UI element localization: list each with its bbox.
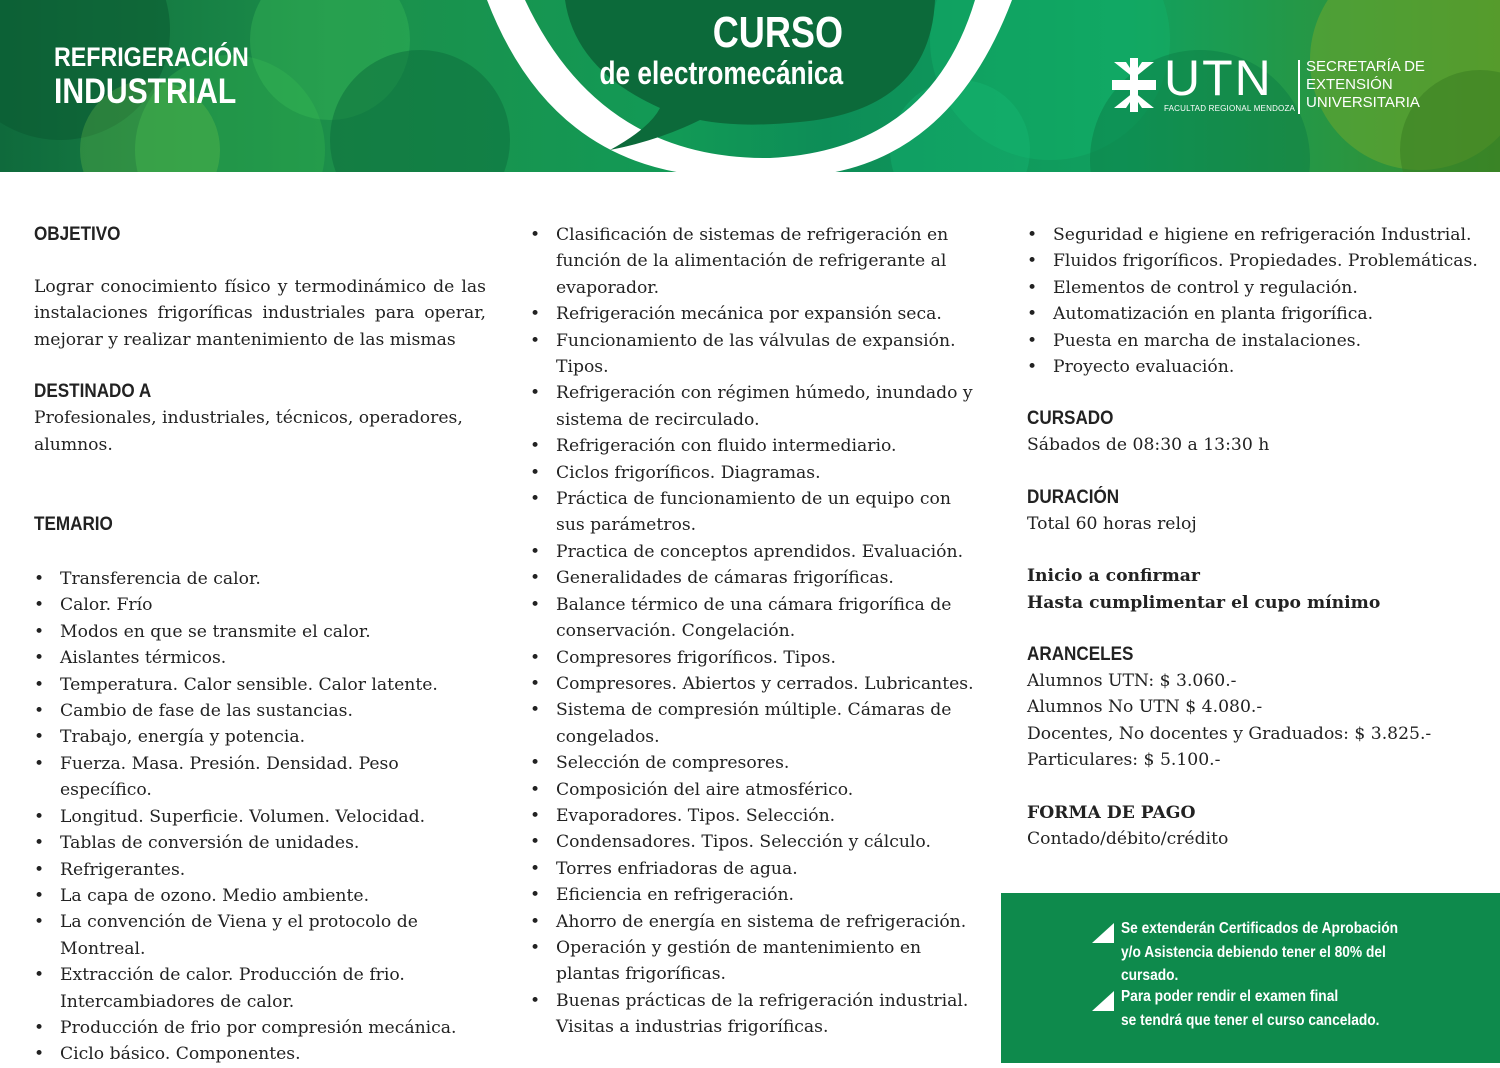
temario-item: • Ahorro de energía en sistema de refrigeración. xyxy=(530,909,980,935)
arancel-line: Alumnos No UTN $ 4.080.- xyxy=(1027,697,1263,718)
aranceles-heading: ARANCELES xyxy=(1027,644,1134,666)
temario-item: • Práctica de funcionamiento de un equipo con sus parámetros. xyxy=(530,486,980,539)
temario-item: • Seguridad e higiene en refrigeración Industrial. xyxy=(1027,222,1487,248)
column-middle xyxy=(530,222,980,1041)
temario-item: • Compresores. Abiertos y cerrados. Lubricantes. xyxy=(530,671,980,697)
inicio-line-2: Hasta cumplimentar el cupo mínimo xyxy=(1027,592,1381,613)
duracion-text: Total 60 horas reloj xyxy=(1027,513,1197,534)
column-left xyxy=(34,222,486,1068)
pago-heading: FORMA DE PAGO xyxy=(1027,802,1196,823)
duracion-heading: DURACIÓN xyxy=(1027,486,1120,508)
temario-item: • Tablas de conversión de unidades. xyxy=(34,830,486,856)
triangle-bullet-icon xyxy=(1092,991,1114,1011)
temario-item: • Compresores frigoríficos. Tipos. xyxy=(530,645,980,671)
temario-item: • Refrigeración mecánica por expansión seca. xyxy=(530,301,980,327)
note-line: y/o Asistencia debiendo tener el 80% del xyxy=(1121,943,1386,961)
temario-list-2 xyxy=(530,222,980,1041)
temario-item: • Ciclos frigoríficos. Diagramas. xyxy=(530,460,980,486)
pago-text: Contado/débito/crédito xyxy=(1027,829,1229,850)
temario-item: • Clasificación de sistemas de refrigeración en función de la alimentación de refrigerante al evaporador. xyxy=(530,222,980,301)
destinado-heading: DESTINADO A xyxy=(34,381,152,403)
temario-item: • Torres enfriadoras de agua. xyxy=(530,856,980,882)
temario-heading: TEMARIO xyxy=(34,514,113,536)
column-right xyxy=(1027,222,1487,853)
note-certificados xyxy=(1121,917,1398,988)
temario-item: • Condensadores. Tipos. Selección y cálculo. xyxy=(530,829,980,855)
temario-item: • Trabajo, energía y potencia. xyxy=(34,724,486,750)
temario-item: • Transferencia de calor. xyxy=(34,566,486,592)
temario-item: • Practica de conceptos aprendidos. Evaluación. xyxy=(530,539,980,565)
title-line-2: INDUSTRIAL xyxy=(54,72,237,111)
temario-item: • Funcionamiento de las válvulas de expansión. Tipos. xyxy=(530,328,980,381)
arancel-line: Alumnos UTN: $ 3.060.- xyxy=(1027,671,1237,692)
header-banner xyxy=(0,0,1500,172)
note-line: cursado. xyxy=(1121,967,1179,984)
inicio-line-1: Inicio a confirmar xyxy=(1027,566,1200,587)
certificate-note-box xyxy=(1001,893,1500,1063)
objetivo-text: Lograr conocimiento físico y termodinámico de las instalaciones frigoríficas industriales para operar, mejorar y realizar mantenimiento de las mismas xyxy=(34,277,486,350)
temario-item: • Refrigeración con régimen húmedo, inundado y sistema de recirculado. xyxy=(530,380,980,433)
temario-item: • La capa de ozono. Medio ambiente. xyxy=(34,883,486,909)
utn-wordmark: UTN xyxy=(1164,50,1273,106)
note-line: Se extenderán Certificados de Aprobación xyxy=(1121,920,1399,937)
secretaria-line: SECRETARÍA DE xyxy=(1306,58,1425,75)
temario-item: • Operación y gestión de mantenimiento en plantas frigoríficas. xyxy=(530,935,980,988)
curso-line-1: CURSO xyxy=(712,8,843,57)
cursado-text: Sábados de 08:30 a 13:30 h xyxy=(1027,435,1270,456)
objetivo-heading: OBJETIVO xyxy=(34,224,121,245)
temario-item: • Balance térmico de una cámara frigorífica de conservación. Congelación. xyxy=(530,592,980,645)
temario-item: • Proyecto evaluación. xyxy=(1027,354,1487,380)
note-examen xyxy=(1121,985,1379,1032)
utn-emblem-icon xyxy=(1112,58,1156,112)
faculty-label: FACULTAD REGIONAL MENDOZA xyxy=(1164,104,1296,113)
curso-line-2: de electromecánica xyxy=(599,55,843,91)
temario-item: • Refrigerantes. xyxy=(34,857,486,883)
temario-item: • Generalidades de cámaras frigoríficas. xyxy=(530,565,980,591)
temario-item: • Evaporadores. Tipos. Selección. xyxy=(530,803,980,829)
arancel-line: Particulares: $ 5.100.- xyxy=(1027,750,1221,771)
temario-item: • Puesta en marcha de instalaciones. xyxy=(1027,328,1487,354)
secretaria-line: UNIVERSITARIA xyxy=(1306,94,1420,111)
logo-divider xyxy=(1298,60,1300,114)
temario-item: • Aislantes térmicos. xyxy=(34,645,486,671)
temario-item: • Automatización en planta frigorífica. xyxy=(1027,301,1487,327)
temario-item: • Selección de compresores. xyxy=(530,750,980,776)
title-line-1: REFRIGERACIÓN xyxy=(54,42,249,72)
temario-item: • Modos en que se transmite el calor. xyxy=(34,619,486,645)
temario-item: • Ciclo básico. Componentes. xyxy=(34,1041,486,1067)
temario-item: • Calor. Frío xyxy=(34,592,486,618)
temario-list-1 xyxy=(34,566,486,1068)
temario-item: • Eficiencia en refrigeración. xyxy=(530,882,980,908)
course-title xyxy=(54,42,249,112)
temario-item: • Refrigeración con fluido intermediario. xyxy=(530,433,980,459)
temario-item: • Extracción de calor. Producción de frio. Intercambiadores de calor. xyxy=(34,962,486,1015)
cursado-heading: CURSADO xyxy=(1027,408,1114,430)
temario-item: • Producción de frio por compresión mecánica. xyxy=(34,1015,486,1041)
temario-item: • Longitud. Superficie. Volumen. Velocidad. xyxy=(34,804,486,830)
temario-item: • Elementos de control y regulación. xyxy=(1027,275,1487,301)
temario-item: • Sistema de compresión múltiple. Cámaras de congelados. xyxy=(530,697,980,750)
temario-item: • Fluidos frigoríficos. Propiedades. Problemáticas. xyxy=(1027,248,1487,274)
note-line: Para poder rendir el examen final xyxy=(1121,988,1339,1005)
arancel-line: Docentes, No docentes y Graduados: $ 3.825.- xyxy=(1027,723,1432,744)
secretaria-label xyxy=(1306,58,1425,112)
temario-item: • Fuerza. Masa. Presión. Densidad. Peso específico. xyxy=(34,751,486,804)
temario-item: • Temperatura. Calor sensible. Calor latente. xyxy=(34,672,486,698)
destinado-text: Profesionales, industriales, técnicos, operadores, alumnos. xyxy=(34,408,463,455)
temario-item: • Cambio de fase de las sustancias. xyxy=(34,698,486,724)
secretaria-line: EXTENSIÓN xyxy=(1306,76,1393,93)
temario-item: • Composición del aire atmosférico. xyxy=(530,777,980,803)
temario-item: • La convención de Viena y el protocolo de Montreal. xyxy=(34,909,486,962)
curso-label xyxy=(599,10,843,90)
triangle-bullet-icon xyxy=(1092,923,1114,943)
temario-list-3 xyxy=(1027,222,1487,380)
temario-item: • Buenas prácticas de la refrigeración industrial. Visitas a industrias frigoríficas. xyxy=(530,988,980,1041)
note-line: se tendrá que tener el curso cancelado. xyxy=(1121,1011,1380,1029)
